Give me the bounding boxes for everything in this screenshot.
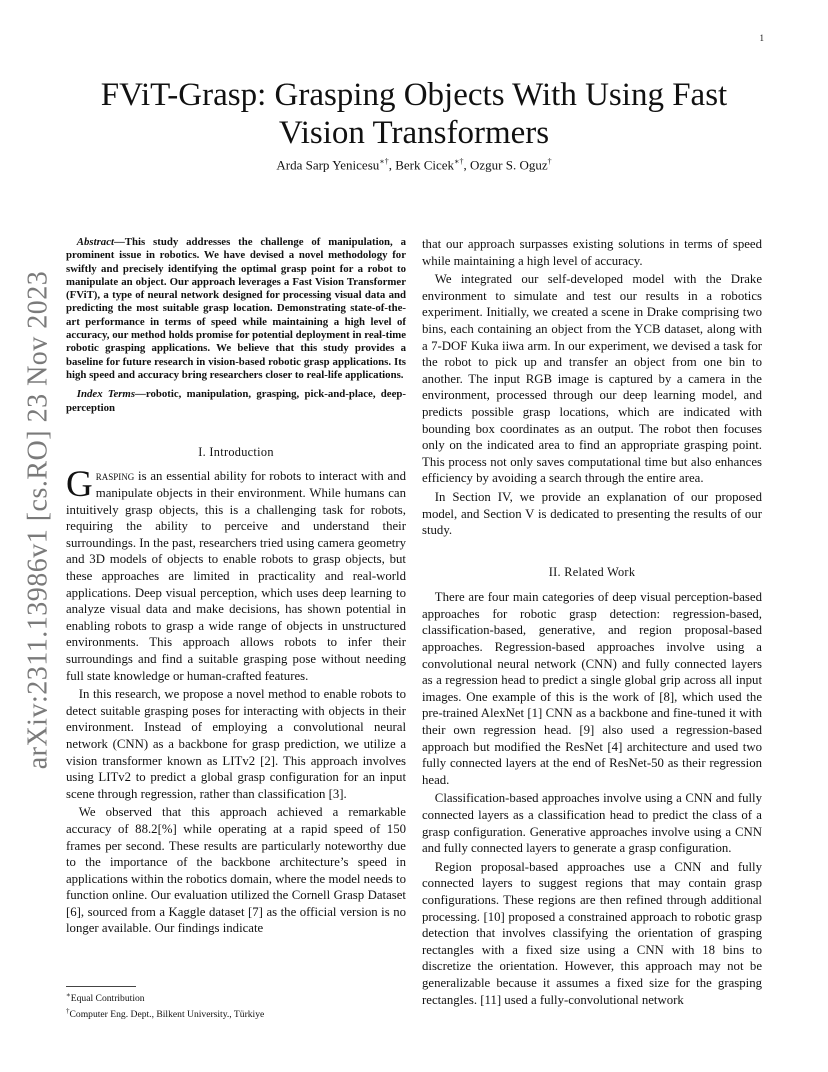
intro-paragraph-4: We integrated our self-developed model with the Drake environment to simulate and test our results in a robotics experiment. Initially, we created a scene in Drake comprising two bins, each containing an object from the YCB dataset, along with a 7-DOF Kuka iiwa arm. In our experiment, we devised a task for the robot to pick up and transfer an object from one bin to another. The input RGB image is captured by a camera in the environment, processed through our deep learning model, and predicts possible grasp locations, which are indicated with bounding box coordinates as an output. The robot then focuses only on the indicated area to find an appropriate grasping point. This process not only saves computational time but also enhances efficiency by avoiding a search through the entire area. [422,272,762,486]
right-column [422,236,762,1008]
arxiv-stamp-text: arXiv:2311.13986v1 [cs.RO] 23 Nov 2023 [22,270,53,770]
index-terms-dash: — [135,388,146,401]
footnote-1 [66,989,406,1005]
intro-paragraph-3: We observed that this approach achieved a remarkable accuracy of 88.2[%] while operating at a rapid speed of 150 frames per second. These results are particularly noteworthy due to the importance of the backbone architecture’s speed in applications within the robotics domain, where the model needs to function online. Our evaluation utilized the Cornell Grasp Dataset [6], sourced from a Kaggle dataset [7] as the official version is no longer available. Our findings indicate [66,805,406,936]
author-3: Ozgur S. Oguz [469,157,548,173]
footnotes [66,986,406,1021]
footnote-2 [66,1005,406,1021]
author-1-mark: ∗† [379,157,389,166]
abstract-text: This study addresses the challenge of manipulation, a prominent issue in robotics. We have devised a novel methodology for swiftly and precisely identifying the optimal grasp point for a robot to manipulate an object. Our approach leverages a Fast Vision Transformer (FViT), a type of neural network designed for processing visual data and predicting the most suitable grasp location. Demonstrating state-of-the-art performance in terms of speed while maintaining a high level of accuracy, our method holds promise for potential deployment in real-time robotic grasping applications. We believe that this study provides a baseline for future research in vision-based robotic grasp applications. Its high speed and accuracy bring researchers closer to real-life applications. [66,236,406,381]
author-list: Arda Sarp Yenicesu∗†, Berk Cicek∗†, Ozgur S. Oguz† [276,157,552,173]
author-3-mark: † [547,157,552,166]
section-heading-related-work: II. Related Work [548,564,636,579]
intro-paragraph-5: In Section IV, we provide an explanation of our proposed model, and Section V is dedicated to presenting the results of our study. [422,489,762,538]
drop-cap-rest: rasping [95,469,135,484]
section-heading-introduction: I. Introduction [198,444,274,459]
footnote-1-text: Equal Contribution [70,993,145,1005]
page-number: 1 [759,33,764,43]
abstract-dash: — [114,236,125,248]
intro-paragraph-2: In this research, we propose a novel method to enable robots to detect suitable grasping poses for interacting with objects in their environment. Instead of employing a convolutional neural network (CNN) as a backbone for grasp prediction, we utilize a vision transformer known as LITv2 [2]. This approach involves using LITv2 to predict a global grasp configuration for an input scene through regression, rather than classification [3]. [66,687,406,801]
footnote-rule [66,986,136,987]
index-terms [66,388,406,415]
intro-paragraph-3-continued: that our approach surpasses existing solutions in terms of speed while maintaining a high level of accuracy. [422,237,762,268]
related-paragraph-3: Region proposal-based approaches use a CNN and fully connected layers to suggest regions that may contain grasp configurations. These regions are then refined through additional processing. [10] proposed a constrained approach to robotic grasp detection that involves classifying the orientation of grasping rectangles with a fixed size using a CNN with 18 bins to discretize the orientation. However, this approach may not be generalizable because it assumes a fixed size for the grasping rectangles. [11] used a fully-convolutional network [422,859,762,1007]
author-2-mark: ∗† [454,157,464,166]
drop-cap: G [66,464,93,506]
footnote-1-mark: ∗ [66,991,71,999]
index-terms-text: robotic, manipulation, grasping, pick-and-place, deep-perception [66,388,406,414]
index-terms-label: Index Terms [76,388,136,401]
intro-paragraph-1-text: is an essential ability for robots to interact with and manipulate objects in their environment. While humans can intuitively grasp objects, this is a challenging task for robots, requiring the ability to perceive and understand their surroundings. In the past, researchers tried using camera geometry and 3D models of objects to enable robots to grasp objects, but these approaches are limited in practicality and real-world applications. Deep visual perception, which uses deep learning to analyze visual data and make decisions, has shown potential in enabling robots to grasp a wide range of objects in unstructured environments. This approach allows robots to infer their surroundings and find a suitable grasping pose without needing full state knowledge or human-crafted features. [66,469,406,683]
related-paragraph-1: There are four main categories of deep visual perception-based approaches for robotic grasp detection: regression-based, classification-based, generative, and region proposal-based approaches. Regression-based approaches involve using a convolutional neural network (CNN) and fully connected layers as a regression head to predict a single global grip across all input images. One example of this is the work of [8], which used the pre-trained AlexNet [1] CNN as a backbone and fine-tuned it with their own regression head. [9] also used a regression-based approach but modified the ResNet [4] architecture and used two fully connected layers at the end of ResNet-50 as their regression head. [422,590,762,787]
author-2: Berk Cicek [395,157,455,173]
abstract-label: Abstract [76,236,114,248]
abstract [66,236,406,382]
footnote-2-text: Computer Eng. Dept., Bilkent University., Türkiye [69,1009,265,1021]
paper-title: FViT-Grasp: Grasping Objects With Using Fast Vision Transformers [100,77,728,151]
footnote-2-mark: † [66,1007,70,1016]
arxiv-stamp [17,270,59,770]
left-column [66,236,406,937]
author-1: Arda Sarp Yenicesu [276,157,380,173]
intro-paragraph-1 [66,464,406,684]
related-paragraph-2: Classification-based approaches involve using a CNN and fully connected layers as a classification head to predict the class of a grasp configuration. Generative approaches involve using a CNN and fully connected layers to generate a grasp configuration. [422,791,762,856]
